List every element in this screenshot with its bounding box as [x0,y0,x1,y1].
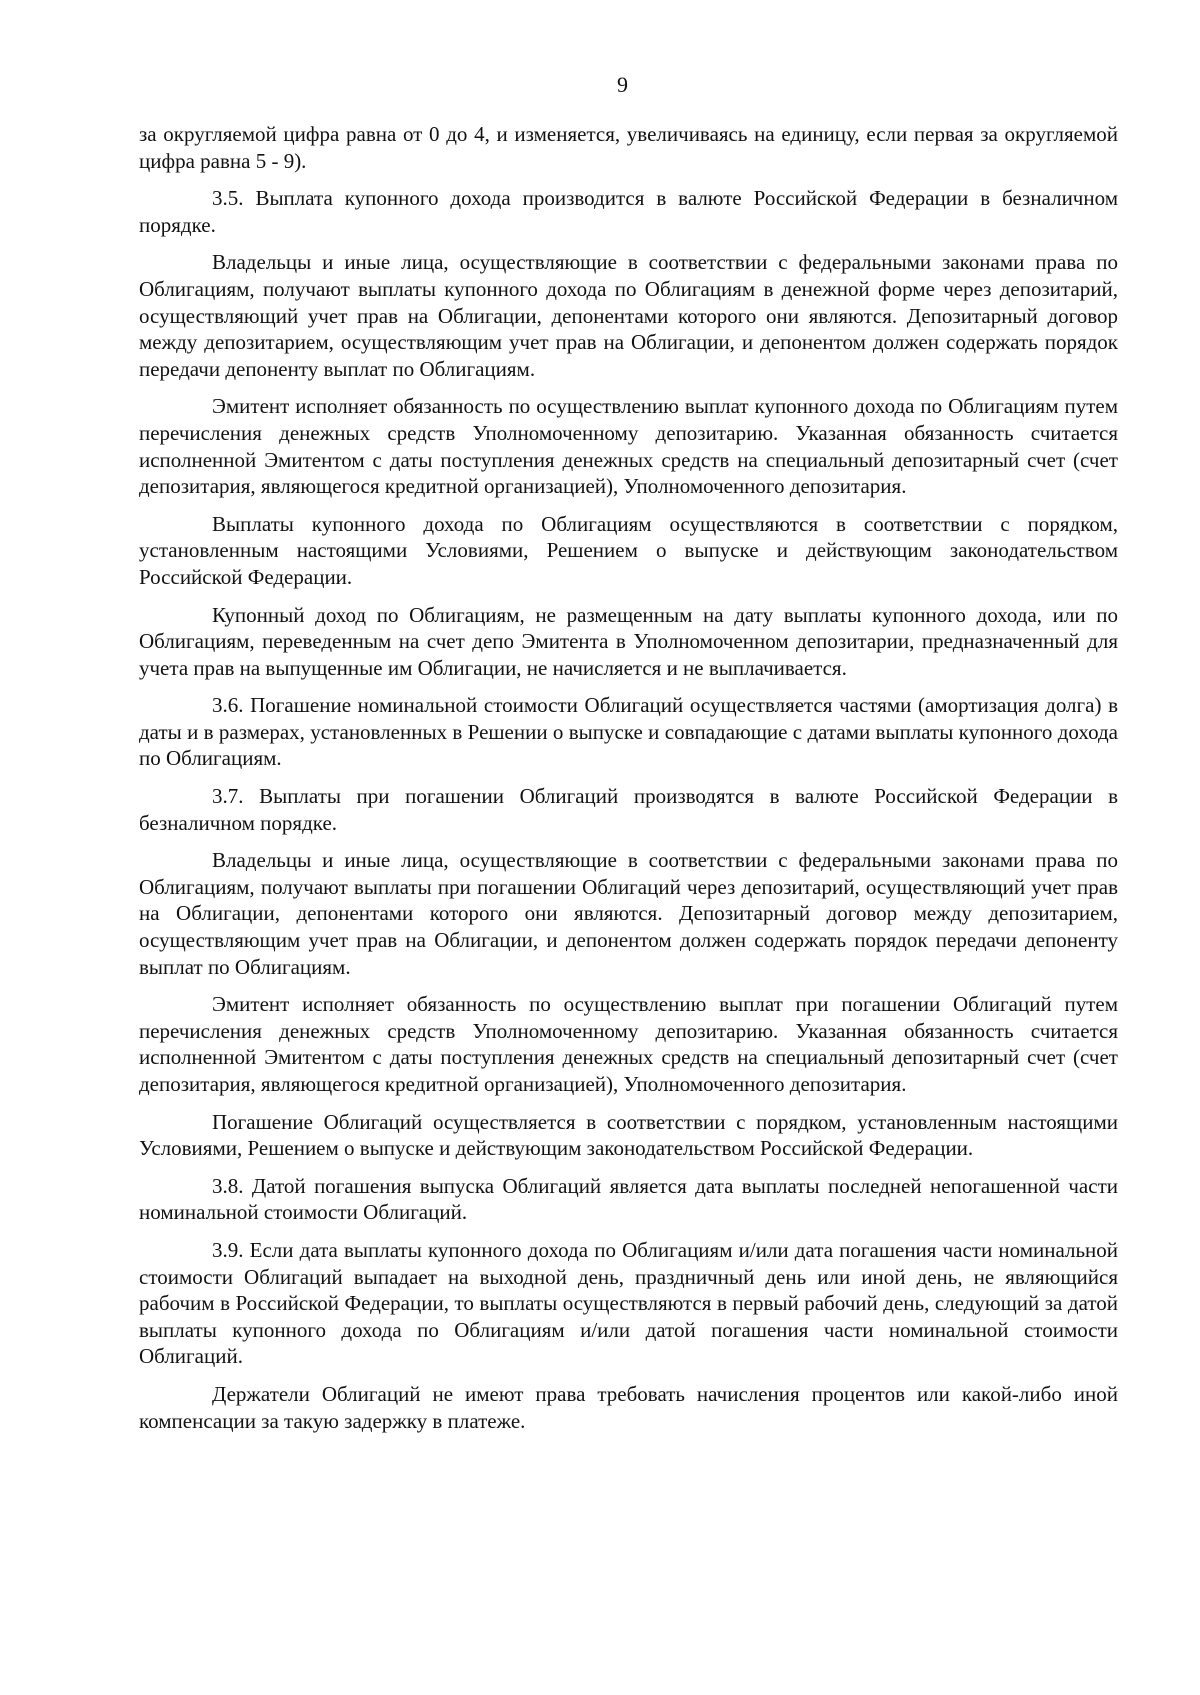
paragraph-rounding-continuation: за округляемой цифра равна от 0 до 4, и изменяется, увеличиваясь на единицу, если первая за округляемой цифра равна 5 - 9). [139,122,1118,173]
paragraph-3-7: 3.7. Выплаты при погашении Облигаций производятся в валюте Российской Федерации в безналичном порядке. [139,784,1118,835]
paragraph-coupon-unplaced: Купонный доход по Облигациям, не размещенным на дату выплаты купонного дохода, или по Облигациям, переведенным на счет депо Эмитента в Уполномоченном депозитарии, предназначенный для учета прав на выпущенные им Облигации, не начисляется и не выплачивается. [139,602,1118,680]
paragraph-3-8: 3.8. Датой погашения выпуска Облигаций является дата выплаты последней непогашенной части номинальной стоимости Облигаций. [139,1173,1118,1225]
page-number: 9 [617,72,628,97]
paragraph-redemption-procedure: Погашение Облигаций осуществляется в соответствии с порядком, установленным настоящими Условиями, Решением о выпуске и действующим законодательством Российской Федерации. [139,1109,1118,1161]
paragraph-no-compensation: Держатели Облигаций не имеют права требовать начисления процентов или какой-либо иной компенсации за такую задержку в платеже. [139,1381,1118,1433]
paragraph-redemption-owners: Владельцы и иные лица, осуществляющие в соответствии с федеральными законами права по Облигациям, получают выплаты при погашении Облигаций через депозитарий, осуществляющий учет прав на Облигации, депонентами которого они являются. Депозитарный договор между депозитарием, осуществляющим учет прав на Облигации, и депонентом должен содержать порядок передачи депоненту выплат по Облигациям. [139,848,1118,979]
paragraph-3-9: 3.9. Если дата выплаты купонного дохода по Облигациям и/или дата погашения части номинальной стоимости Облигаций выпадает на выходной день, праздничный день или иной день, не являющийся рабочим в Российской Федерации, то выплаты осуществляются в первый рабочий день, следующий за датой выплаты купонного дохода по Облигациям и/или датой погашения части номинальной стоимости Облигаций. [139,1237,1118,1369]
paragraph-coupon-issuer-obligation: Эмитент исполняет обязанность по осуществлению выплат купонного дохода по Облигациям путем перечисления денежных средств Уполномоченному депозитарию. Указанная обязанность считается исполненной Эмитентом с даты поступления денежных средств на специальный депозитарный счет (счет депозитария, являющегося кредитной организацией), Уполномоченного депозитария. [139,394,1118,499]
paragraph-3-5: 3.5. Выплата купонного дохода производится в валюте Российской Федерации в безналичном порядке. [139,186,1118,237]
paragraph-3-6: 3.6. Погашение номинальной стоимости Облигаций осуществляется частями (амортизация долга) в даты и в размерах, установленных в Решении о выпуске и совпадающие с датами выплаты купонного дохода по Облигациям. [139,693,1118,771]
document-body [139,121,1118,1445]
paragraph-coupon-procedure: Выплаты купонного дохода по Облигациям осуществляются в соответствии с порядком, установленным настоящими Условиями, Решением о выпуске и действующим законодательством Российской Федерации. [139,511,1118,589]
paragraph-coupon-owners: Владельцы и иные лица, осуществляющие в соответствии с федеральными законами права по Облигациям, получают выплаты купонного дохода по Облигациям в денежной форме через депозитарий, осуществляющий учет прав на Облигации, депонентами которого они являются. Депозитарный договор между депозитарием, осуществляющим учет прав на Облигации, и депонентом должен содержать порядок передачи депоненту выплат по Облигациям. [139,250,1118,381]
paragraph-redemption-issuer-obligation: Эмитент исполняет обязанность по осуществлению выплат при погашении Облигаций путем перечисления денежных средств Уполномоченному депозитарию. Указанная обязанность считается исполненной Эмитентом с даты поступления денежных средств на специальный депозитарный счет (счет депозитария, являющегося кредитной организацией), Уполномоченного депозитария. [139,992,1118,1096]
